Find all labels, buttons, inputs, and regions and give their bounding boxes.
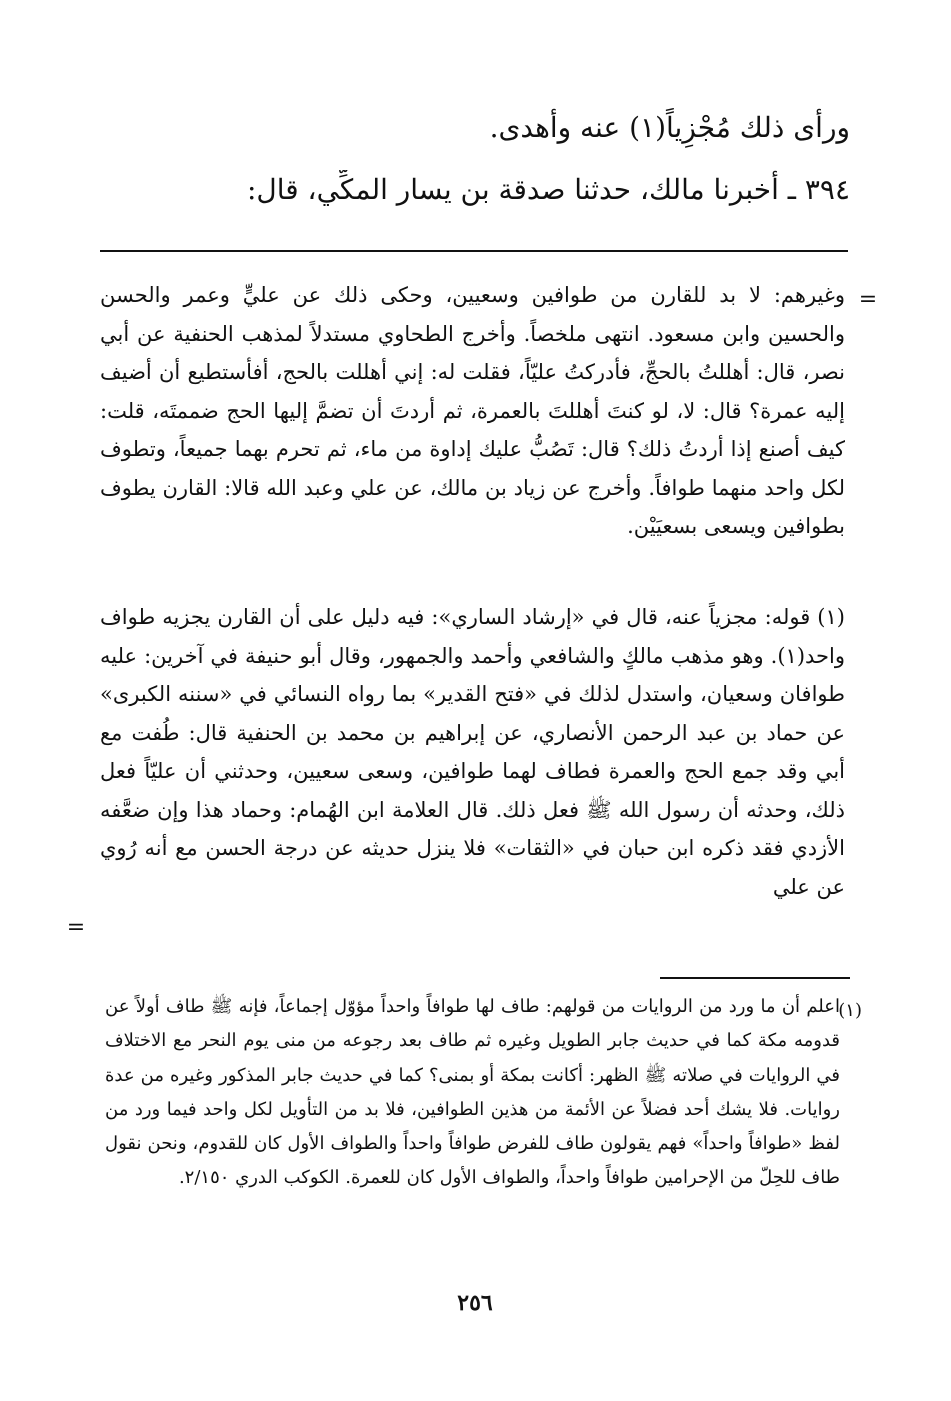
continuation-marker-top: =: [858, 287, 878, 312]
page-number: ٢٥٦: [457, 1290, 493, 1316]
separator-rule: [100, 250, 848, 252]
main-text-line-2: ٣٩٤ ـ أخبرنا مالك، حدثنا صدقة بن يسار المكِّي، قال:: [246, 173, 850, 206]
footnote-rule: [660, 977, 850, 979]
commentary-continued: وغيرهم: لا بد للقارن من طوافين وسعيين، وحكى ذلك عن عليٍّ وعمر والحسن والحسين وابن مسعود. انتهى ملخصاً. وأخرج الطحاوي مستدلاً لمذهب الحنفية عن أبي نصر، قال: أهللتُ بالحجِّ، فأدركتُ عليّاً، فقلت له: إني أهللت بالحج، أفأستطيع أن أضيف إليه عمرة؟ قال: لا، لو كنتَ أهللتَ بالعمرة، ثم أردتَ أن تضمَّ إليها الحج ضممتَه، قلت: كيف أصنع إذا أردتُ ذلك؟ قال: تَصُبُّ عليك إداوة من ماء، ثم تحرم بهما جميعاً، وتطوف لكل واحد منهما طوافاً. وأخرج عن زياد بن مالك، عن علي وعبد الله قالا: القارن يطوف بطوافين ويسعى بسعيَيْن.: [100, 283, 845, 538]
footnote-number: (١): [838, 1000, 862, 1021]
main-text-line-1: ورأى ذلك مُجْزِياً(١) عنه وأهدى.: [489, 111, 850, 144]
commentary-note-1: (١) قوله: مجزياً عنه، قال في «إرشاد الساري»: فيه دليل على أن القارن يجزيه طواف واحد(١). وهو مذهب مالكٍ والشافعي وأحمد والجمهور، وقال أبو حنيفة في آخرين: عليه طوافان وسعيان، واستدل لذلك في «فتح القدير» بما رواه النسائي في «سننه الكبرى» عن حماد بن عبد الرحمن الأنصاري، عن إبراهيم بن محمد بن الحنفية قال: طُفت مع أبي وقد جمع الحج والعمرة فطاف لهما طوافين، وسعى سعيين، وحدثني أن عليّاً فعل ذلك، وحدثه أن رسول الله ﷺ فعل ذلك. قال العلامة ابن الهُمام: وحماد هذا وإن ضعَّفه الأزدي فقد ذكره ابن حبان في «الثقات» فلا ينزل حديثه عن درجة الحسن مع أنه رُوي عن علي: [100, 605, 845, 899]
footnote-text: اعلم أن ما ورد من الروايات من قولهم: طاف لها طوافاً واحداً مؤوّل إجماعاً، فإنه ﷺ طاف أولاً عن قدومه مكة كما في حديث جابر الطويل وغيره ثم طاف بعد رجوعه من منى يوم النحر مع الاختلاف في الروايات في صلاته ﷺ الظهر: أكانت بمكة أو بمنى؟ كما في حديث جابر المذكور وغيره من عدة روايات. فلا يشك أحد فضلاً عن الأئمة من هذين الطوافين، فلا بد من التأويل لكل واحد فيما ورد من لفظ «طوافاً واحداً» فهم يقولون طاف للفرض طوافاً واحداً والطواف الأول كان للقدوم، ونحن نقول طاف للحِلّ من الإحرامين طوافاً واحداً، والطواف الأول كان للعمرة. الكوكب الدري ٢/١٥٠.: [105, 996, 840, 1189]
continuation-marker-bottom: =: [66, 915, 86, 940]
